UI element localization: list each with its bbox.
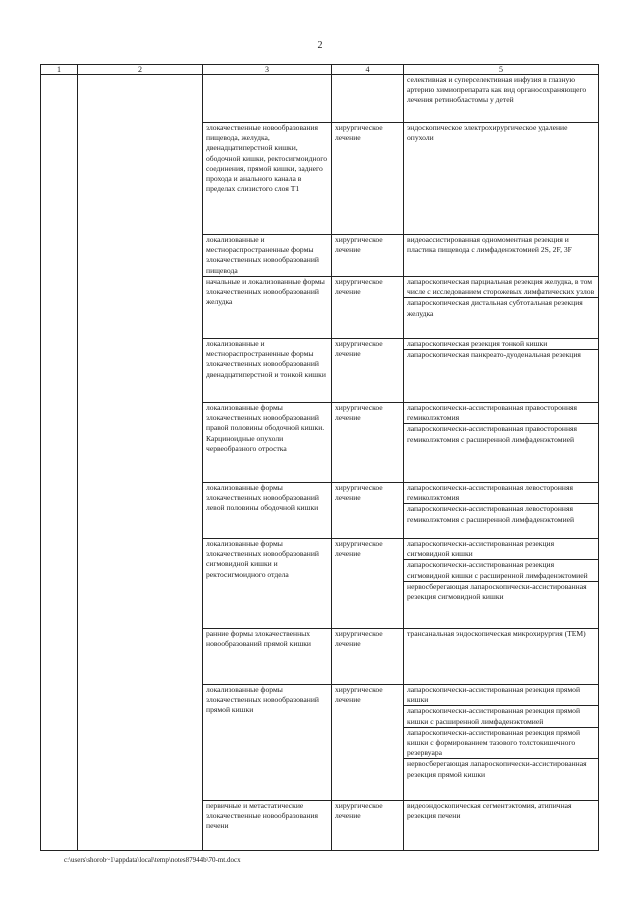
- page-number: 2: [317, 40, 323, 51]
- treatment-type-cell: хирургическое лечение: [332, 403, 404, 483]
- method-item: селективная и суперселективная инфузия в глазную артерию химиопрепарата как вид органосохраняющего лечения ретинобластомы у детей: [407, 75, 587, 105]
- method-item: нервосберегающая лапароскопически-ассистированная резекция сигмовидной кишки: [404, 581, 598, 602]
- diagnosis-cell: злокачественные новообразования пищевода, желудка, двенадцатиперстной кишки, ободочной кишки, ректосигмоидного соединения, прямой кишки, заднего прохода и анального канала в пределах слизистого слоя T1: [203, 123, 332, 235]
- method-item: лапароскопическая резекция тонкой кишки: [407, 339, 548, 348]
- method-cell: [404, 339, 599, 403]
- column-number-5: 5: [404, 65, 599, 75]
- column-number-4: 4: [332, 65, 404, 75]
- method-item: лапароскопически-ассистированная резекция сигмовидной кишки с расширенной лимфаденэктомией: [404, 559, 598, 580]
- method-item: лапароскопически-ассистированная левосторонняя гемиколэктомия с расширенной лимфаденэктомией: [404, 503, 598, 524]
- treatment-type-cell: [332, 75, 404, 123]
- diagnosis-cell: локализованные формы злокачественных новообразований сигмовидной кишки и ректосигмоидного отдела: [203, 539, 332, 629]
- method-cell: [404, 801, 599, 851]
- treatment-type-cell: хирургическое лечение: [332, 277, 404, 339]
- method-item: лапароскопически-ассистированная резекция прямой кишки с расширенной лимфаденэктомией: [404, 705, 598, 726]
- treatment-type-cell: хирургическое лечение: [332, 539, 404, 629]
- number-cell: [41, 75, 78, 851]
- diagnosis-cell: первичные и метастатические злокачественные новообразования печени: [203, 801, 332, 851]
- treatment-type-cell: хирургическое лечение: [332, 123, 404, 235]
- treatment-type-cell: хирургическое лечение: [332, 801, 404, 851]
- method-cell: [404, 75, 599, 123]
- method-item: эндоскопическое электрохирургическое удаление опухоли: [407, 123, 568, 143]
- method-item: нервосберегающая лапароскопически-ассистированная резекция прямой кишки: [404, 758, 598, 779]
- diagnosis-cell: [203, 75, 332, 123]
- method-item: трансанальная эндоскопическая микрохирургия (TEM): [407, 629, 586, 638]
- group-cell: [78, 75, 203, 851]
- diagnosis-cell: начальные и локализованные формы злокачественных новообразований желудка: [203, 277, 332, 339]
- diagnosis-cell: локализованные и местнораспространенные формы злокачественных новообразований двенадцатиперстной и тонкой кишки: [203, 339, 332, 403]
- method-item: лапароскопическая парциальная резекция желудка, в том числе с исследованием сторожевых лимфатических узлов: [407, 277, 595, 297]
- diagnosis-cell: локализованные формы злокачественных новообразований правой половины ободочной кишки. Карциноидные опухоли червеобразного отростка: [203, 403, 332, 483]
- method-cell: [404, 403, 599, 483]
- method-cell: [404, 539, 599, 629]
- treatment-type-cell: хирургическое лечение: [332, 685, 404, 801]
- method-cell: [404, 629, 599, 685]
- method-item: видеоассистированная одномоментная резекция и пластика пищевода с лимфаденэктомией 2S, 2F, 3F: [407, 235, 572, 255]
- diagnosis-cell: ранние формы злокачественных новообразований прямой кишки: [203, 629, 332, 685]
- method-item: лапароскопически-ассистированная резекция прямой кишки с формированием тазового толстокишечного резервуара: [404, 727, 598, 759]
- diagnosis-cell: локализованные и местнораспространенные формы злокачественных новообразований пищевода: [203, 235, 332, 277]
- treatment-type-cell: хирургическое лечение: [332, 629, 404, 685]
- method-cell: [404, 235, 599, 277]
- method-item: лапароскопически-ассистированная резекция прямой кишки: [407, 685, 581, 705]
- diagnosis-cell: локализованные формы злокачественных новообразований левой половины ободочной кишки: [203, 483, 332, 539]
- column-number-3: 3: [203, 65, 332, 75]
- procedures-table: [40, 64, 599, 851]
- method-item: видеоэндоскопическая сегментэктомия, атипичная резекция печени: [407, 801, 572, 821]
- column-number-2: 2: [78, 65, 203, 75]
- table-body: [41, 65, 599, 851]
- method-item: лапароскопическая дистальная субтотальная резекция желудка: [404, 297, 598, 318]
- method-cell: [404, 277, 599, 339]
- column-number-1: 1: [41, 65, 78, 75]
- method-cell: [404, 685, 599, 801]
- treatment-type-cell: хирургическое лечение: [332, 339, 404, 403]
- column-number-row: [41, 65, 599, 75]
- method-item: лапароскопически-ассистированная резекция сигмовидной кишки: [407, 539, 555, 559]
- treatment-type-cell: хирургическое лечение: [332, 235, 404, 277]
- method-cell: [404, 483, 599, 539]
- method-item: лапароскопическая панкреато-дуоденальная резекция: [404, 349, 598, 360]
- method-cell: [404, 123, 599, 235]
- table-row: [41, 75, 599, 123]
- footer-file-path: c:\users\shorob~1\appdata\local\temp\notes87944b\70-mt.docx: [64, 856, 241, 864]
- treatment-type-cell: хирургическое лечение: [332, 483, 404, 539]
- diagnosis-cell: локализованные формы злокачественных новообразований прямой кишки: [203, 685, 332, 801]
- method-item: лапароскопически-ассистированная правосторонняя гемиколэктомия с расширенной лимфаденэктомией: [404, 423, 598, 444]
- method-item: лапароскопически-ассистированная левосторонняя гемиколэктомия: [407, 483, 573, 503]
- method-item: лапароскопически-ассистированная правосторонняя гемиколэктомия: [407, 403, 578, 423]
